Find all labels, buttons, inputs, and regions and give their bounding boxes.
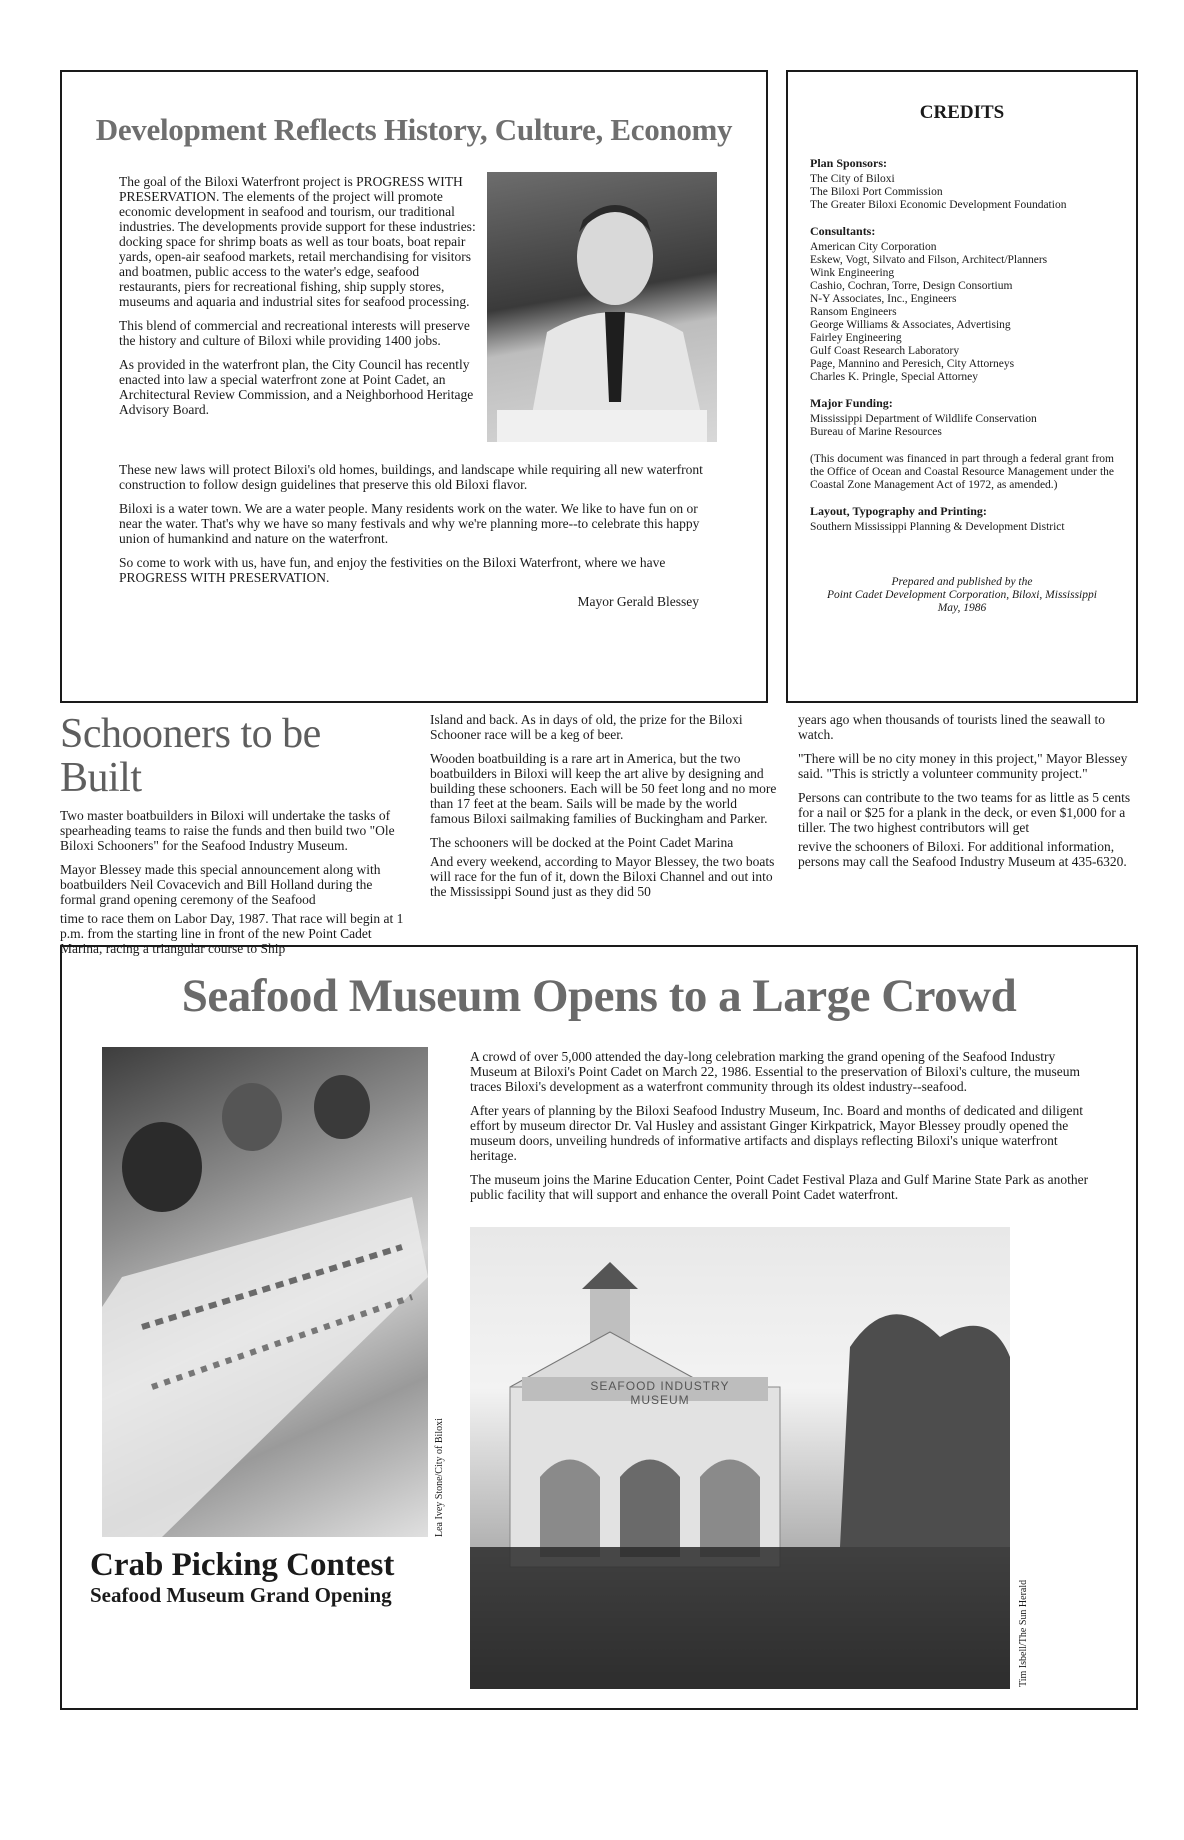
schooners-paragraph: Wooden boatbuilding is a rare art in America, but the two boatbuilders in Biloxi will keep the art alive by designing and building these schooners. Each will be 50 feet long and no more than 17 feet at the beam. Sails will be made by the world famous Biloxi sailmaking families of Buckingham and Parker. <box>430 751 777 826</box>
schooners-paragraph: Persons can contribute to the two teams for as little as 5 cents for a nail or $25 for a plank in the deck, or even $1,000 for a tiller. The two highest contributors will get <box>798 790 1131 835</box>
development-paragraph: As provided in the waterfront plan, the City Council has recently enacted into law a special waterfront zone at Point Cadet, an Architectural Review Commission, and a Neighborhood Heritage Advisory Board. <box>119 357 474 417</box>
schooners-paragraph: years ago when thousands of tourists lined the seawall to watch. <box>798 712 1106 742</box>
museum-building-photo <box>470 1227 1010 1689</box>
credits-heading: Layout, Typography and Printing: <box>810 504 987 518</box>
credits-line: Charles K. Pringle, Special Attorney <box>810 371 978 383</box>
development-paragraph: Biloxi is a water town. We are a water people. Many residents work on the water. We like to have fun on or near the water. That's why we have so many festivals and why we're planning more--to celebrate this happy union of humankind and nature on the waterfront. <box>119 501 700 546</box>
credits-line: The Biloxi Port Commission <box>810 186 943 198</box>
prepared-line: Prepared and published by the <box>891 576 1033 588</box>
development-paragraph: So come to work with us, have fun, and enjoy the festivities on the Biloxi Waterfront, where we have PROGRESS WITH PRESERVATION. <box>119 555 666 585</box>
credits-line: Ransom Engineers <box>810 306 897 318</box>
schooners-paragraph: Island and back. As in days of old, the prize for the Biloxi Schooner race will be a keg of beer. <box>430 712 743 742</box>
prepared-line: Point Cadet Development Corporation, Biloxi, Mississippi <box>827 589 1097 601</box>
crab-caption-subtitle: Seafood Museum Grand Opening <box>90 1583 392 1607</box>
crab-photo-credit: Lea Ivey Stone/City of Biloxi <box>434 1418 445 1537</box>
museum-section <box>60 945 1138 1710</box>
museum-text <box>470 1049 1090 1211</box>
credits-line: Wink Engineering <box>810 267 895 279</box>
museum-paragraph: A crowd of over 5,000 attended the day-long celebration marking the grand opening of the Seafood Industry Museum at Biloxi's Point Cadet on March 22, 1986. Essential to the preservation of Biloxi's culture, the museum traces Biloxi's development as a waterfront community through its oldest industry--seafood. <box>470 1049 1081 1094</box>
schooners-section <box>60 711 1140 956</box>
museum-sign: SEAFOOD INDUSTRY MUSEUM <box>590 1379 730 1407</box>
credits-prepared <box>810 576 1114 615</box>
museum-building-art <box>470 1227 1010 1689</box>
schooners-paragraph: Two master boatbuilders in Biloxi will undertake the tasks of spearheading teams to raise the funds and then build two "Ole Biloxi Schooners" for the Seafood Industry Museum. <box>60 808 395 853</box>
credits-line: Mississippi Department of Wildlife Conservation <box>810 413 1037 425</box>
schooners-paragraph: revive the schooners of Biloxi. For additional information, persons may call the Seafood Industry Museum at 435-6320. <box>798 839 1127 869</box>
museum-paragraph: The museum joins the Marine Education Center, Point Cadet Festival Plaza and Gulf Marine State Park as another public facility that will support and enhance the overall Point Cadet waterfront. <box>470 1172 1089 1202</box>
credits-line: N-Y Associates, Inc., Engineers <box>810 293 957 305</box>
credits-funding <box>810 396 1114 439</box>
development-text-top <box>119 174 477 417</box>
crab-picking-art <box>102 1047 428 1537</box>
schooners-paragraph: Mayor Blessey made this special announcement along with boatbuilders Neil Covacevich and Bill Holland during the formal grand opening ceremony of the Seafood <box>60 862 381 907</box>
crab-picking-photo <box>102 1047 428 1537</box>
credits-heading: Plan Sponsors: <box>810 156 888 170</box>
crab-caption <box>90 1547 450 1607</box>
schooners-column-1 <box>60 712 410 965</box>
schooners-paragraph: The schooners will be docked at the Point Cadet Marina <box>430 835 734 850</box>
development-headline: Development Reflects History, Culture, Economy <box>95 112 733 147</box>
credits-section <box>786 70 1138 703</box>
schooners-paragraph: "There will be no city money in this project," Mayor Blessey said. "This is strictly a volunteer community project." <box>798 751 1128 781</box>
credits-line: Page, Mannino and Peresich, City Attorneys <box>810 358 1015 370</box>
credits-heading: Major Funding: <box>810 396 893 410</box>
museum-headline: Seafood Museum Opens to a Large Crowd <box>181 970 1017 1022</box>
mayor-photo-art <box>487 172 717 442</box>
building-photo-credit: Tim Isbell/The Sun Herald <box>1018 1579 1029 1687</box>
credits-line: Eskew, Vogt, Silvato and Filson, Architect/Planners <box>810 254 1048 266</box>
credits-grant-note: (This document was financed in part through a federal grant from the Office of Ocean and Coastal Resource Management under the Coastal Zone Management Act of 1972, as amended.) <box>810 453 1114 491</box>
credits-line: Gulf Coast Research Laboratory <box>810 345 960 357</box>
mayor-photo <box>487 172 717 442</box>
credits-line: The City of Biloxi <box>810 173 895 185</box>
credits-line: Cashio, Cochran, Torre, Design Consortium <box>810 280 1013 292</box>
credits-line: Bureau of Marine Resources <box>810 426 942 438</box>
credits-line: Southern Mississippi Planning & Development District <box>810 521 1065 533</box>
crab-caption-title: Crab Picking Contest <box>90 1547 395 1583</box>
schooners-column-2 <box>430 712 780 908</box>
credits-line: Fairley Engineering <box>810 332 902 344</box>
development-section <box>60 70 768 703</box>
credits-consultants <box>810 224 1114 384</box>
prepared-line: May, 1986 <box>937 602 987 614</box>
credits-line: The Greater Biloxi Economic Development Foundation <box>810 199 1067 211</box>
schooners-paragraph: time to race them on Labor Day, 1987. That race will begin at 1 p.m. from the starting line in front of the new Point Cadet Marina, racing a triangular course to Ship <box>60 911 404 956</box>
credits-line: George Williams & Associates, Advertising <box>810 319 1011 331</box>
museum-paragraph: After years of planning by the Biloxi Seafood Industry Museum, Inc. Board and months of dedicated and diligent effort by museum director Dr. Val Husley and assistant Ginger Kirkpatrick, Mayor Blessey proudly opened the museum doors, unveiling hundreds of informative artifacts and displays reflecting Biloxi's unique waterfront heritage. <box>470 1103 1083 1163</box>
development-paragraph: These new laws will protect Biloxi's old homes, buildings, and landscape while requiring all new waterfront construction to follow design guidelines that preserve this old Biloxi flavor. <box>119 462 703 492</box>
mayor-signature: Mayor Gerald Blessey <box>577 594 699 609</box>
schooners-paragraph: And every weekend, according to Mayor Blessey, the two boats will race for the fun of it, down the Biloxi Channel and out into the Mississippi Sound just as they did 50 <box>430 854 775 899</box>
schooners-headline: Schooners to be Built <box>60 711 321 801</box>
development-paragraph: The goal of the Biloxi Waterfront project is PROGRESS WITH PRESERVATION. The elements of the project will promote economic development in seafood and tourism, our traditional industries. The developments provide support for these industries: docking space for shrimp boats as well as tour boats, boat repair yards, open-air seafood markets, retail merchandising for visitors and boatmen, public access to the water's edge, seafood restaurants, piers for recreational fishing, ship supply stores, museums and aquaria and industrial sites for seafood processing. <box>119 174 476 309</box>
credits-line: American City Corporation <box>810 241 937 253</box>
development-text-bottom <box>119 462 719 618</box>
development-paragraph: This blend of commercial and recreational interests will preserve the history and culture of Biloxi while providing 1400 jobs. <box>119 318 470 348</box>
credits-title: CREDITS <box>919 102 1005 123</box>
credits-sponsors <box>810 156 1114 212</box>
schooners-column-3 <box>798 712 1138 878</box>
credits-heading: Consultants: <box>810 224 876 238</box>
